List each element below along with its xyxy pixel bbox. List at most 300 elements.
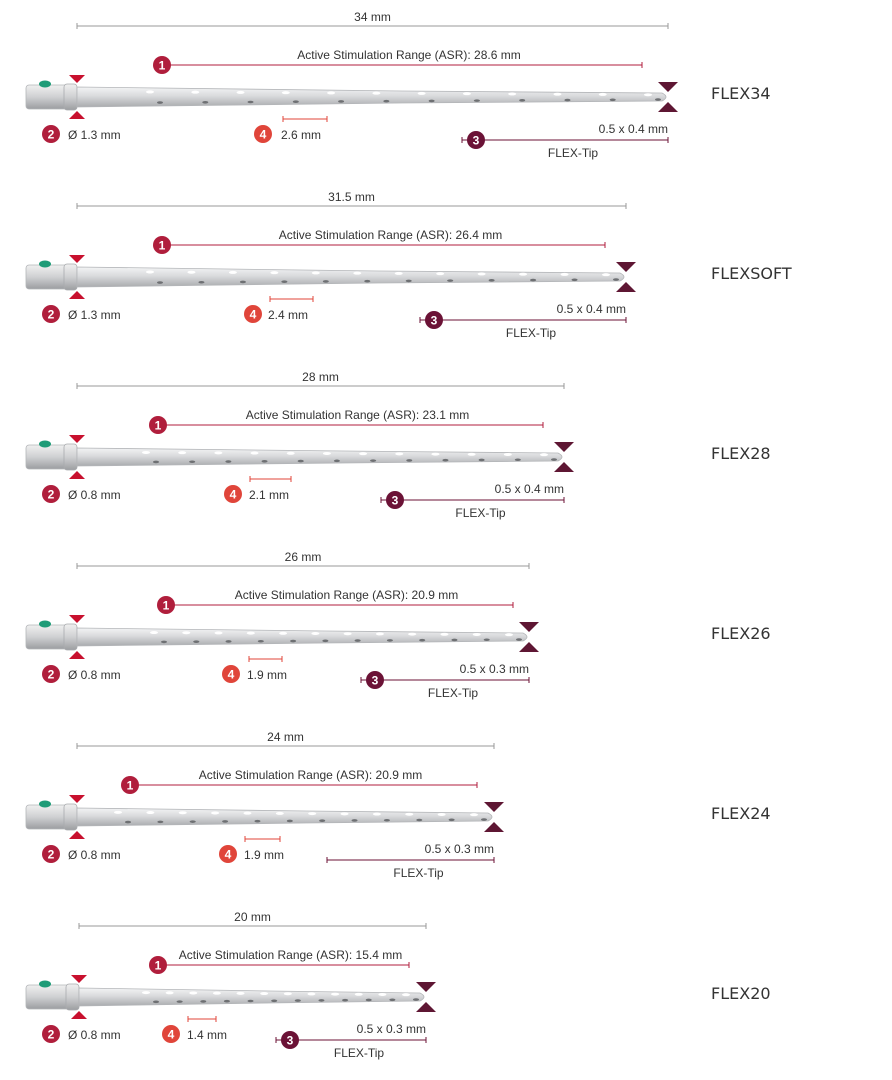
- ground-contact-marker: [39, 261, 51, 268]
- contact-top: [408, 633, 416, 636]
- contact-top: [561, 273, 569, 276]
- contact-top: [307, 992, 315, 995]
- badge-2: [42, 665, 60, 683]
- diameter-label: Ø 1.3 mm: [68, 128, 121, 142]
- badge-2-number: 2: [47, 487, 55, 502]
- contact-top: [599, 93, 607, 96]
- contact-top: [213, 992, 221, 995]
- spacing-label: 2.4 mm: [268, 308, 309, 322]
- contact-bottom: [447, 279, 453, 282]
- contact-bottom: [334, 460, 340, 463]
- spacing-dimension: [283, 116, 327, 122]
- electrode-array: [77, 448, 562, 466]
- tip-marker-top: [616, 262, 636, 272]
- contact-bottom: [153, 461, 159, 464]
- asr-dimension: [156, 422, 543, 428]
- tip-dimension: [462, 137, 668, 143]
- contact-top: [279, 632, 287, 635]
- contact-bottom: [449, 818, 455, 821]
- tip-marker-top: [484, 802, 504, 812]
- contact-bottom: [153, 1001, 159, 1004]
- contact-top: [189, 991, 197, 994]
- contact-top: [191, 91, 199, 94]
- diameter-label: Ø 0.8 mm: [68, 488, 121, 502]
- contact-top: [276, 812, 284, 815]
- contact-bottom: [254, 820, 260, 823]
- electrode-body: [26, 435, 574, 479]
- contact-top: [166, 991, 174, 994]
- contact-bottom: [364, 280, 370, 283]
- electrode-ring: [64, 444, 77, 470]
- asr-dimension: [160, 62, 642, 68]
- contact-top: [478, 272, 486, 275]
- contact-bottom: [484, 638, 490, 641]
- contact-bottom: [161, 641, 167, 644]
- spacing-dimension: [249, 656, 282, 662]
- contact-bottom: [319, 819, 325, 822]
- contact-top: [260, 992, 268, 995]
- asr-label: Active Stimulation Range (ASR): 28.6 mm: [297, 48, 521, 62]
- contact-bottom: [323, 280, 329, 283]
- contact-top: [146, 811, 154, 814]
- badge-2: [42, 1025, 60, 1043]
- badge-4-number: 4: [224, 847, 232, 862]
- electrode-ring: [66, 984, 79, 1010]
- contact-bottom: [224, 1000, 230, 1003]
- contact-bottom: [519, 99, 525, 102]
- electrode-ring: [64, 624, 77, 650]
- tip-size-label: 0.5 x 0.3 mm: [459, 662, 529, 676]
- badge-4: [222, 665, 240, 683]
- contact-top: [215, 631, 223, 634]
- contact-bottom: [530, 279, 536, 282]
- flex-tip-label: FLEX-Tip: [393, 866, 444, 880]
- base-marker-bottom: [69, 111, 85, 119]
- badge-2: [42, 485, 60, 503]
- ground-contact-marker: [39, 981, 51, 988]
- contact-bottom: [189, 460, 195, 463]
- contact-top: [282, 91, 290, 94]
- spacing-dimension: [245, 836, 280, 842]
- spacing-label: 2.1 mm: [249, 488, 290, 502]
- contact-top: [251, 452, 259, 455]
- badge-1: [149, 956, 167, 974]
- contact-bottom: [366, 999, 372, 1002]
- badge-3-number: 3: [286, 1033, 294, 1048]
- contact-bottom: [655, 98, 661, 101]
- contact-top: [402, 993, 410, 996]
- badge-2: [42, 125, 60, 143]
- asr-label: Active Stimulation Range (ASR): 23.1 mm: [245, 408, 470, 422]
- badge-1: [157, 596, 175, 614]
- spacing-label: 1.4 mm: [187, 1028, 228, 1042]
- contact-bottom: [248, 1000, 254, 1003]
- flex-tip-label: FLEX-Tip: [547, 146, 599, 160]
- spacing-dimension: [250, 476, 291, 482]
- contact-bottom: [290, 640, 296, 643]
- model-name: FLEXSOFT: [711, 264, 792, 283]
- total-length-label: 24 mm: [267, 730, 304, 744]
- base-marker-bottom: [69, 831, 85, 839]
- contact-top: [237, 992, 245, 995]
- badge-3-number: 3: [391, 493, 399, 508]
- badge-1-number: 1: [154, 958, 162, 973]
- contact-top: [395, 452, 403, 455]
- contact-top: [644, 93, 652, 96]
- badge-2: [42, 305, 60, 323]
- badge-4-number: 4: [249, 307, 257, 322]
- contact-top: [418, 92, 426, 95]
- contact-top: [142, 991, 150, 994]
- badge-3: [386, 491, 404, 509]
- contact-bottom: [258, 640, 264, 643]
- contact-bottom: [479, 459, 485, 462]
- tip-marker-top: [658, 82, 678, 92]
- contact-bottom: [222, 820, 228, 823]
- asr-dimension: [164, 602, 513, 608]
- electrode-array: [77, 628, 527, 646]
- tip-marker-top: [519, 622, 539, 632]
- contact-bottom: [125, 821, 131, 824]
- contact-bottom: [429, 100, 435, 103]
- contact-bottom: [281, 280, 287, 283]
- contact-top: [440, 633, 448, 636]
- contact-bottom: [190, 820, 196, 823]
- contact-top: [436, 272, 444, 275]
- contact-top: [214, 451, 222, 454]
- contact-top: [344, 632, 352, 635]
- contact-top: [463, 92, 471, 95]
- electrode-body: [26, 75, 678, 119]
- contact-bottom: [419, 639, 425, 642]
- tip-dimension: [361, 677, 529, 683]
- contact-bottom: [226, 640, 232, 643]
- base-marker-top: [69, 435, 85, 443]
- contact-top: [359, 452, 367, 455]
- contact-bottom: [610, 98, 616, 101]
- electrode-row: [26, 10, 771, 160]
- contact-top: [287, 452, 295, 455]
- flex-tip-label: FLEX-Tip: [427, 686, 479, 700]
- tip-marker-bottom: [658, 102, 678, 112]
- electrode-row: [26, 910, 771, 1060]
- contact-top: [540, 453, 548, 456]
- base-marker-top: [69, 255, 85, 263]
- contact-bottom: [481, 818, 487, 821]
- contact-top: [187, 271, 195, 274]
- badge-4: [162, 1025, 180, 1043]
- contact-bottom: [451, 639, 457, 642]
- badge-3: [281, 1031, 299, 1049]
- badge-1-number: 1: [158, 58, 166, 73]
- badge-4-number: 4: [167, 1027, 175, 1042]
- spacing-label: 1.9 mm: [247, 668, 288, 682]
- contact-top: [519, 273, 527, 276]
- badge-1-number: 1: [126, 778, 134, 793]
- asr-dimension: [156, 962, 409, 968]
- tip-size-label: 0.5 x 0.4 mm: [598, 122, 668, 136]
- total-length-label: 20 mm: [234, 910, 271, 924]
- contact-top: [405, 813, 413, 816]
- badge-1-number: 1: [154, 418, 162, 433]
- asr-label: Active Stimulation Range (ASR): 20.9 mm: [234, 588, 459, 602]
- model-name: FLEX26: [711, 624, 771, 643]
- base-marker-bottom: [69, 651, 85, 659]
- contact-top: [270, 271, 278, 274]
- contact-bottom: [413, 998, 419, 1001]
- contact-bottom: [406, 459, 412, 462]
- base-marker-top: [69, 615, 85, 623]
- contact-top: [308, 812, 316, 815]
- electrode-row: [26, 730, 771, 880]
- contact-top: [341, 812, 349, 815]
- contact-bottom: [295, 999, 301, 1002]
- contact-bottom: [516, 638, 522, 641]
- ground-contact-marker: [39, 441, 51, 448]
- contact-top: [395, 272, 403, 275]
- badge-4-number: 4: [229, 487, 237, 502]
- contact-bottom: [262, 460, 268, 463]
- tip-dimension: [381, 497, 564, 503]
- base-marker-bottom: [71, 1011, 87, 1019]
- badge-4-number: 4: [259, 127, 267, 142]
- contact-top: [355, 993, 363, 996]
- badge-3-number: 3: [430, 313, 438, 328]
- contact-bottom: [613, 278, 619, 281]
- spacing-label: 1.9 mm: [244, 848, 285, 862]
- contact-bottom: [225, 460, 231, 463]
- badge-3: [467, 131, 485, 149]
- model-name: FLEX20: [711, 984, 771, 1003]
- electrode-body: [26, 255, 636, 299]
- electrode-ring: [64, 264, 77, 290]
- contact-bottom: [383, 100, 389, 103]
- contact-top: [376, 632, 384, 635]
- spacing-dimension: [188, 1016, 216, 1022]
- base-marker-top: [71, 975, 87, 983]
- electrode-body: [26, 795, 504, 839]
- diameter-label: Ø 0.8 mm: [68, 668, 121, 682]
- contact-bottom: [352, 819, 358, 822]
- tip-marker-bottom: [554, 462, 574, 472]
- contact-top: [327, 91, 335, 94]
- contact-top: [114, 811, 122, 814]
- contact-top: [438, 813, 446, 816]
- contact-top: [312, 271, 320, 274]
- badge-2-number: 2: [47, 667, 55, 682]
- contact-top: [331, 993, 339, 996]
- badge-2-number: 2: [47, 127, 55, 142]
- contact-top: [178, 451, 186, 454]
- electrode-row: [26, 370, 771, 520]
- contact-top: [179, 811, 187, 814]
- contact-top: [243, 812, 251, 815]
- tip-size-label: 0.5 x 0.3 mm: [356, 1022, 426, 1036]
- contact-top: [470, 813, 478, 816]
- contact-bottom: [298, 460, 304, 463]
- contact-top: [229, 271, 237, 274]
- badge-2-number: 2: [47, 847, 55, 862]
- electrode-array: [77, 267, 624, 287]
- diameter-label: Ø 0.8 mm: [68, 1028, 121, 1042]
- contact-bottom: [157, 281, 163, 284]
- electrode-row: [26, 190, 792, 340]
- contact-top: [284, 992, 292, 995]
- diameter-label: Ø 1.3 mm: [68, 308, 121, 322]
- asr-dimension: [128, 782, 477, 788]
- contact-top: [504, 453, 512, 456]
- contact-bottom: [293, 100, 299, 103]
- tip-marker-bottom: [519, 642, 539, 652]
- contact-bottom: [287, 820, 293, 823]
- badge-1: [121, 776, 139, 794]
- contact-bottom: [370, 459, 376, 462]
- model-name: FLEX24: [711, 804, 771, 823]
- tip-marker-top: [416, 982, 436, 992]
- tip-size-label: 0.5 x 0.3 mm: [424, 842, 494, 856]
- contact-bottom: [551, 458, 557, 461]
- badge-3: [366, 671, 384, 689]
- contact-top: [602, 273, 610, 276]
- ground-contact-marker: [39, 621, 51, 628]
- total-length-label: 28 mm: [302, 370, 339, 384]
- spacing-dimension: [270, 296, 313, 302]
- contact-bottom: [489, 279, 495, 282]
- electrode-array: [77, 808, 492, 826]
- badge-2-number: 2: [47, 1027, 55, 1042]
- base-marker-top: [69, 795, 85, 803]
- asr-label: Active Stimulation Range (ASR): 15.4 mm: [178, 948, 403, 962]
- tip-marker-bottom: [484, 822, 504, 832]
- contact-top: [508, 92, 516, 95]
- contact-top: [150, 631, 158, 634]
- contact-bottom: [416, 819, 422, 822]
- tip-marker-bottom: [616, 282, 636, 292]
- contact-top: [372, 92, 380, 95]
- contact-top: [553, 93, 561, 96]
- contact-top: [237, 91, 245, 94]
- contact-bottom: [342, 999, 348, 1002]
- contact-top: [378, 993, 386, 996]
- total-length-label: 34 mm: [354, 10, 391, 24]
- contact-bottom: [384, 819, 390, 822]
- contact-bottom: [322, 640, 328, 643]
- contact-bottom: [198, 281, 204, 284]
- electrode-array: [79, 988, 424, 1006]
- electrode-array: [77, 87, 666, 107]
- asr-label: Active Stimulation Range (ASR): 20.9 mm: [198, 768, 423, 782]
- contact-top: [473, 633, 481, 636]
- contact-top: [182, 631, 190, 634]
- contact-bottom: [200, 1000, 206, 1003]
- base-marker-bottom: [69, 471, 85, 479]
- flex-tip-label: FLEX-Tip: [455, 506, 506, 520]
- contact-bottom: [177, 1000, 183, 1003]
- contact-bottom: [318, 999, 324, 1002]
- badge-1-number: 1: [158, 238, 166, 253]
- contact-bottom: [515, 458, 521, 461]
- contact-bottom: [248, 101, 254, 104]
- contact-bottom: [157, 821, 163, 824]
- contact-bottom: [338, 100, 344, 103]
- flex-tip-label: FLEX-Tip: [333, 1046, 385, 1060]
- badge-1: [153, 56, 171, 74]
- spacing-label: 2.6 mm: [281, 128, 322, 142]
- electrode-ring: [64, 804, 77, 830]
- badge-4: [254, 125, 272, 143]
- electrode-body: [26, 615, 539, 659]
- contact-top: [468, 453, 476, 456]
- badge-4: [219, 845, 237, 863]
- contact-top: [142, 451, 150, 454]
- tip-marker-bottom: [416, 1002, 436, 1012]
- contact-bottom: [202, 101, 208, 104]
- contact-bottom: [406, 280, 412, 283]
- contact-bottom: [572, 279, 578, 282]
- contact-bottom: [442, 459, 448, 462]
- electrode-body: [26, 975, 436, 1019]
- badge-2: [42, 845, 60, 863]
- contact-top: [146, 270, 154, 273]
- badge-1: [149, 416, 167, 434]
- tip-dimension: [420, 317, 626, 323]
- contact-top: [247, 632, 255, 635]
- badge-3-number: 3: [472, 133, 480, 148]
- contact-top: [211, 811, 219, 814]
- contact-bottom: [474, 99, 480, 102]
- model-name: FLEX28: [711, 444, 771, 463]
- asr-dimension: [160, 242, 605, 248]
- badge-1: [153, 236, 171, 254]
- base-marker-top: [69, 75, 85, 83]
- contact-top: [323, 452, 331, 455]
- diameter-label: Ø 0.8 mm: [68, 848, 121, 862]
- tip-dimension: [327, 857, 494, 863]
- electrode-ring: [64, 84, 77, 110]
- badge-1-number: 1: [162, 598, 170, 613]
- contact-bottom: [355, 639, 361, 642]
- contact-top: [311, 632, 319, 635]
- contact-top: [146, 90, 154, 93]
- tip-marker-top: [554, 442, 574, 452]
- ground-contact-marker: [39, 81, 51, 88]
- asr-label: Active Stimulation Range (ASR): 26.4 mm: [278, 228, 503, 242]
- contact-bottom: [157, 101, 163, 104]
- contact-top: [431, 453, 439, 456]
- flex-tip-label: FLEX-Tip: [505, 326, 557, 340]
- contact-bottom: [389, 998, 395, 1001]
- contact-top: [505, 633, 513, 636]
- badge-3: [425, 311, 443, 329]
- base-marker-bottom: [69, 291, 85, 299]
- electrode-row: [26, 550, 771, 700]
- total-length-label: 31.5 mm: [328, 190, 375, 204]
- contact-bottom: [271, 999, 277, 1002]
- contact-top: [353, 272, 361, 275]
- ground-contact-marker: [39, 801, 51, 808]
- total-length-label: 26 mm: [284, 550, 322, 564]
- contact-bottom: [564, 99, 570, 102]
- contact-bottom: [240, 281, 246, 284]
- tip-size-label: 0.5 x 0.4 mm: [556, 302, 626, 316]
- badge-2-number: 2: [47, 307, 55, 322]
- tip-size-label: 0.5 x 0.4 mm: [494, 482, 564, 496]
- badge-3-number: 3: [371, 673, 379, 688]
- contact-top: [373, 813, 381, 816]
- contact-bottom: [387, 639, 393, 642]
- contact-bottom: [193, 640, 199, 643]
- model-name: FLEX34: [711, 84, 771, 103]
